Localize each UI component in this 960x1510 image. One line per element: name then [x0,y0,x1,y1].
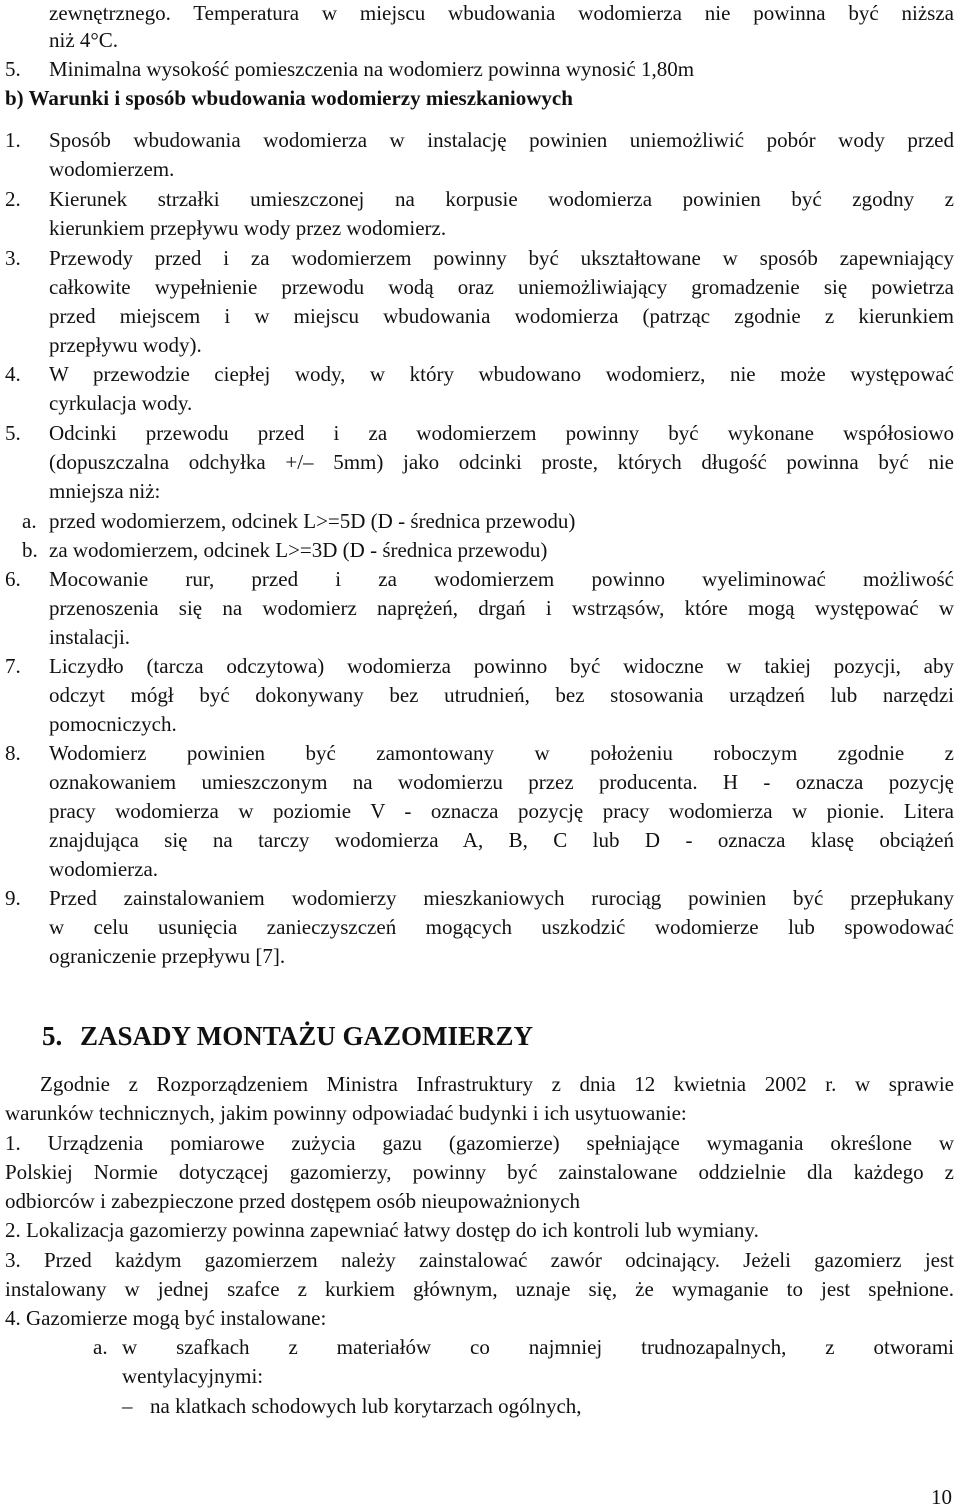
text-line: Przewody przed i za wodomierzem powinny być ukształtowane w sposób zapewniający [49,246,954,270]
text-line: Minimalna wysokość pomieszczenia na wodomierz powinna wynosić 1,80m [49,57,695,81]
list-number: 3. [5,246,21,270]
text-line: w szafkach z materiałów co najmniej trudnozapalnych, z otworami [122,1335,954,1359]
text-line: Odcinki przewodu przed i za wodomierzem powinny być wykonane współosiowo [49,421,954,445]
dash-bullet: – [122,1394,133,1418]
list-number: 1. [5,128,21,152]
text-line: Wodomierz powinien być zamontowany w położeniu roboczym zgodnie z [49,741,954,765]
text-line: znajdująca się na tarczy wodomierza A, B, C lub D - oznacza klasę obciążeń [49,828,954,852]
text-line: W przewodzie ciepłej wody, w który wbudowano wodomierz, nie może występować [49,362,954,386]
text-line: wodomierza. [49,857,159,881]
text-line: Kierunek strzałki umieszczonej na korpusie wodomierza powinien być zgodny z [49,187,954,211]
text-line: oznakowaniem umieszczonym na wodomierzu przez producenta. H - oznacza pozycję [49,770,954,794]
text-line: kierunkiem przepływu wody przez wodomierz. [49,216,447,240]
text-line: Mocowanie rur, przed i za wodomierzem powinno wyeliminować możliwość [49,567,954,591]
list-number: 8. [5,741,21,765]
text-line: Przed zainstalowaniem wodomierzy mieszkaniowych rurociąg powinien być przepłukany [49,886,954,910]
text-line: mniejsza niż: [49,479,161,503]
text-line: odczyt mógł być dokonywany bez utrudnień, bez stosowania urządzeń lub narzędzi [49,683,954,707]
list-number: 2. [5,187,21,211]
page-number: 10 [931,1485,952,1509]
text-line: warunków technicznych, jakim powinny odpowiadać budynki i ich usytuowanie: [5,1101,687,1125]
text-line: 2. Lokalizacja gazomierzy powinna zapewniać łatwy dostęp do ich kontroli lub wymiany. [5,1218,759,1242]
list-number: 5. [5,421,21,445]
text-line: Polskiej Normie dotyczącej gazomierzy, powinny być zainstalowane oddzielnie dla każdego z [5,1160,954,1184]
text-line: pomocniczych. [49,712,177,736]
text-line: zewnętrznego. Temperatura w miejscu wbudowania wodomierza nie powinna być niższa [49,1,954,25]
section-heading-b: b) Warunki i sposób wbudowania wodomierzy mieszkaniowych [5,86,573,110]
text-line: Zgodnie z Rozporządzeniem Ministra Infrastruktury z dnia 12 kwietnia 2002 r. w sprawie [40,1072,954,1096]
text-line: 1. Urządzenia pomiarowe zużycia gazu (gazomierze) spełniające wymagania określone w [5,1131,954,1155]
text-line: cyrkulacja wody. [49,391,193,415]
list-number: 5. [5,57,21,81]
list-number: 4. [5,362,21,386]
text-line: Liczydło (tarcza odczytowa) wodomierza powinno być widoczne w takiej pozycji, aby [49,654,954,678]
text-line: na klatkach schodowych lub korytarzach ogólnych, [150,1394,582,1418]
sublist-letter: a. [93,1335,108,1359]
text-line: instalacji. [49,625,131,649]
text-line: w celu usunięcia zanieczyszczeń mogących uszkodzić wodomierze lub spowodować [49,915,954,939]
text-line: niż 4°C. [49,28,119,52]
text-line: Sposób wbudowania wodomierza w instalację powinien uniemożliwić pobór wody przed [49,128,954,152]
sublist-letter: a. [22,509,37,533]
text-line: przed wodomierzem, odcinek L>=5D (D - średnica przewodu) [49,509,576,533]
text-line: przenoszenia się na wodomierz naprężeń, drgań i wstrząsów, które mogą występować w [49,596,954,620]
text-line: 3. Przed każdym gazomierzem należy zainstalować zawór odcinający. Jeżeli gazomierz jest [5,1248,954,1272]
text-line: przed miejscem i w miejscu wbudowania wodomierza (patrząc zgodnie z kierunkiem [49,304,954,328]
text-line: pracy wodomierza w poziomie V - oznacza pozycję pracy wodomierza w pionie. Litera [49,799,954,823]
text-line: ograniczenie przepływu [7]. [49,944,286,968]
text-line: za wodomierzem, odcinek L>=3D (D - średnica przewodu) [49,538,548,562]
sublist-letter: b. [22,538,38,562]
text-line: wodomierzem. [49,157,175,181]
section-heading: ZASADY MONTAŻU GAZOMIERZY [80,1021,534,1051]
text-line: odbiorców i zabezpieczone przed dostępem osób nieupoważnionych [5,1189,580,1213]
text-line: przepływu wody). [49,333,202,357]
text-line: wentylacyjnymi: [122,1364,264,1388]
list-number: 7. [5,654,21,678]
list-number: 9. [5,886,21,910]
text-line: instalowany w jednej szafce z kurkiem głównym, uznaje się, że wymaganie to jest spełnione. [5,1277,954,1301]
text-line: (dopuszczalna odchyłka +/– 5mm) jako odcinki proste, których długość powinna być nie [49,450,954,474]
list-number: 6. [5,567,21,591]
text-line: 4. Gazomierze mogą być instalowane: [5,1306,327,1330]
text-line: całkowite wypełnienie przewodu wodą oraz uniemożliwiający gromadzenie się powietrza [49,275,954,299]
section-number: 5. [42,1021,63,1051]
